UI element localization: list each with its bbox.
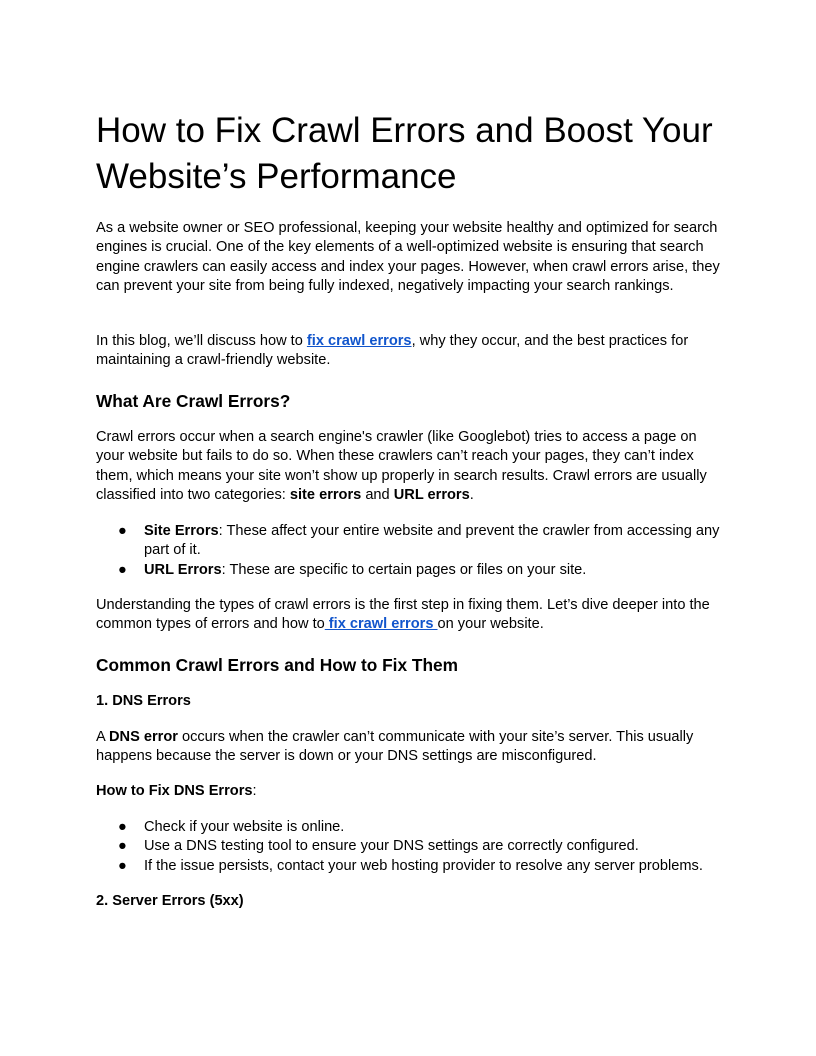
list-item	[96, 818, 721, 837]
error-types-list	[96, 522, 721, 580]
list-item-bold: Site Errors	[144, 523, 219, 539]
subheading-dns-errors: 1. DNS Errors	[96, 693, 191, 709]
text-run: Understanding the types of crawl errors is the first step in fixing them. Let’s dive deeper into the common types of errors and how to	[96, 597, 710, 633]
section-heading-what-are-crawl-errors: What Are Crawl Errors?	[96, 391, 291, 411]
text-run: .	[469, 487, 474, 504]
understanding-paragraph	[96, 596, 721, 635]
text-run: In this blog, we’ll discuss how to	[96, 333, 307, 349]
text-run: Crawl errors occur when a search engine's crawler (like Googlebot) tries to access a page on your website but fails to do so. When these crawlers can’t reach your pages, they can’t index them, which means your site won’t show up properly in search results. Crawl errors are usually classified into two categories:	[96, 429, 707, 504]
list-item	[96, 522, 721, 561]
bold-dns-error: DNS error	[108, 729, 178, 745]
list-item-text: Check if your website is online.	[144, 819, 345, 835]
text-run: :	[252, 783, 257, 799]
subheading-server-errors: 2. Server Errors (5xx)	[96, 893, 244, 909]
list-item	[96, 857, 721, 876]
bold-url-errors: URL errors	[393, 487, 470, 504]
text-run: , why they occur, and the best practices for maintaining a crawl-friendly website.	[96, 333, 689, 369]
list-item-text: Use a DNS testing tool to ensure your DNS settings are correctly configured.	[144, 838, 639, 855]
bullet-icon: ●	[118, 561, 127, 578]
intro-paragraph-2	[96, 332, 721, 371]
text-run: occurs when the crawler can’t communicate with your site’s server. This usually happens because the server is down or your DNS settings are misconfigured.	[96, 729, 694, 765]
list-item-bold: URL Errors	[144, 561, 222, 578]
bullet-icon: ●	[118, 857, 127, 874]
bold-how-to-fix: How to Fix DNS Errors	[96, 783, 253, 799]
text-run: and	[361, 487, 394, 504]
text-run: A	[96, 729, 109, 745]
bullet-icon: ●	[118, 838, 127, 855]
dns-error-paragraph	[96, 728, 721, 767]
text-run: on your website.	[437, 616, 544, 633]
section-heading-common-crawl-errors: Common Crawl Errors and How to Fix Them	[96, 655, 458, 675]
bullet-icon: ●	[118, 523, 127, 539]
intro-paragraph: As a website owner or SEO professional, keeping your website healthy and optimized for search engines is crucial. One of the key elements of a well-optimized website is ensuring that search engine crawlers can easily access and index your pages. However, when crawl errors arise, they can prevent your site from being fully indexed, negatively impacting your search rankings.	[96, 220, 720, 295]
dns-fix-list	[96, 818, 721, 876]
bold-site-errors: site errors	[289, 487, 362, 504]
list-item	[96, 561, 721, 580]
bullet-icon: ●	[118, 819, 127, 835]
list-item	[96, 837, 721, 856]
fix-crawl-errors-link[interactable]: fix crawl errors	[306, 333, 412, 349]
how-to-fix-dns-label	[96, 782, 721, 801]
list-item-text: : These affect your entire website and prevent the crawler from accessing any part of it.	[144, 523, 720, 559]
fix-crawl-errors-link-2[interactable]: fix crawl errors	[324, 616, 438, 633]
list-item-text: : These are specific to certain pages or files on your site.	[221, 561, 587, 578]
crawl-errors-paragraph	[96, 428, 721, 506]
list-item-text: If the issue persists, contact your web hosting provider to resolve any server problems.	[144, 857, 703, 874]
page-title: How to Fix Crawl Errors and Boost Your Website’s Performance	[96, 111, 713, 196]
